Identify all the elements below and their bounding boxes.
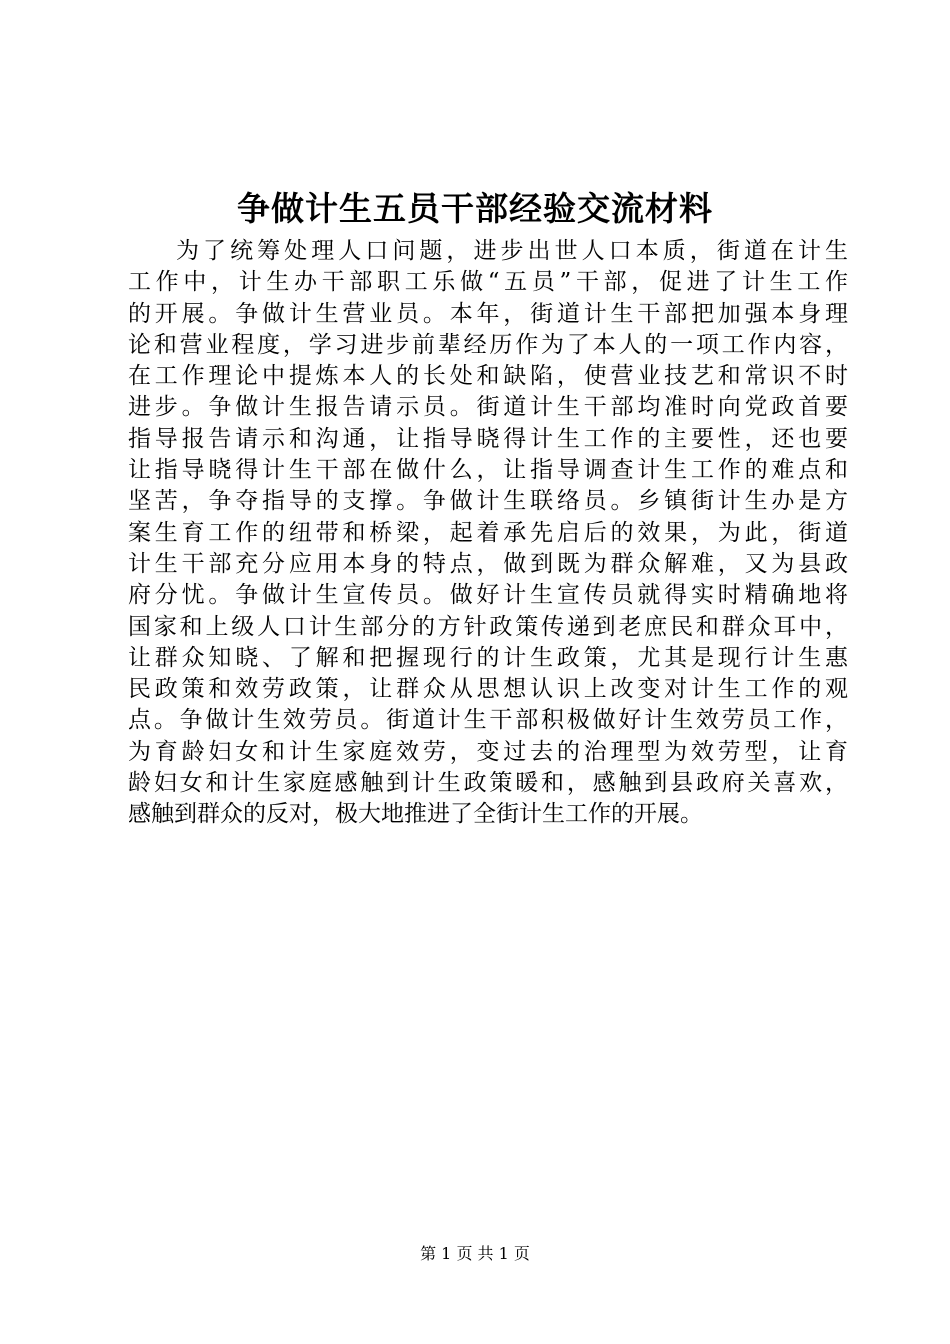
body-line: 点。争做计生效劳员。街道计生干部积极做好计生效劳员工作， [128, 707, 848, 734]
document-body [128, 236, 848, 831]
body-line: 的开展。争做计生营业员。本年，街道计生干部把加强本身理 [128, 300, 848, 327]
body-line: 案生育工作的纽带和桥梁，起着承先启后的效果，为此，街道 [128, 519, 848, 546]
body-line: 感触到群众的反对，极大地推进了全街计生工作的开展。 [128, 801, 703, 828]
body-line: 进步。争做计生报告请示员。街道计生干部均准时向党政首要 [128, 394, 848, 421]
body-line: 工作中，计生办干部职工乐做“五员”干部，促进了计生工作 [128, 269, 848, 296]
body-line: 为了统筹处理人口问题，进步出世人口本质，街道在计生 [176, 238, 848, 264]
body-line: 让指导晓得计生干部在做什么，让指导调查计生工作的难点和 [128, 457, 848, 484]
page-number-footer: 第 1 页 共 1 页 [420, 1244, 530, 1263]
body-line: 让群众知晓、了解和把握现行的计生政策，尤其是现行计生惠 [128, 644, 848, 671]
body-line: 府分忧。争做计生宣传员。做好计生宣传员就得实时精确地将 [128, 582, 848, 609]
body-line: 坚苦，争夺指导的支撑。争做计生联络员。乡镇街计生办是方 [128, 488, 848, 515]
body-line: 计生干部充分应用本身的特点，做到既为群众解难，又为县政 [128, 550, 848, 577]
body-line: 龄妇女和计生家庭感触到计生政策暖和，感触到县政府关喜欢， [128, 770, 848, 797]
body-line: 指导报告请示和沟通，让指导晓得计生工作的主要性，还也要 [128, 425, 848, 452]
body-line: 论和营业程度，学习进步前辈经历作为了本人的一项工作内容， [128, 331, 848, 358]
body-line: 为育龄妇女和计生家庭效劳，变过去的治理型为效劳型，让育 [128, 738, 848, 765]
body-line: 在工作理论中提炼本人的长处和缺陷，使营业技艺和常识不时 [128, 363, 848, 390]
body-line: 国家和上级人口计生部分的方针政策传递到老庶民和群众耳中， [128, 613, 848, 640]
body-line: 民政策和效劳政策，让群众从思想认识上改变对计生工作的观 [128, 676, 848, 703]
document-title: 争做计生五员干部经验交流材料 [237, 189, 713, 228]
